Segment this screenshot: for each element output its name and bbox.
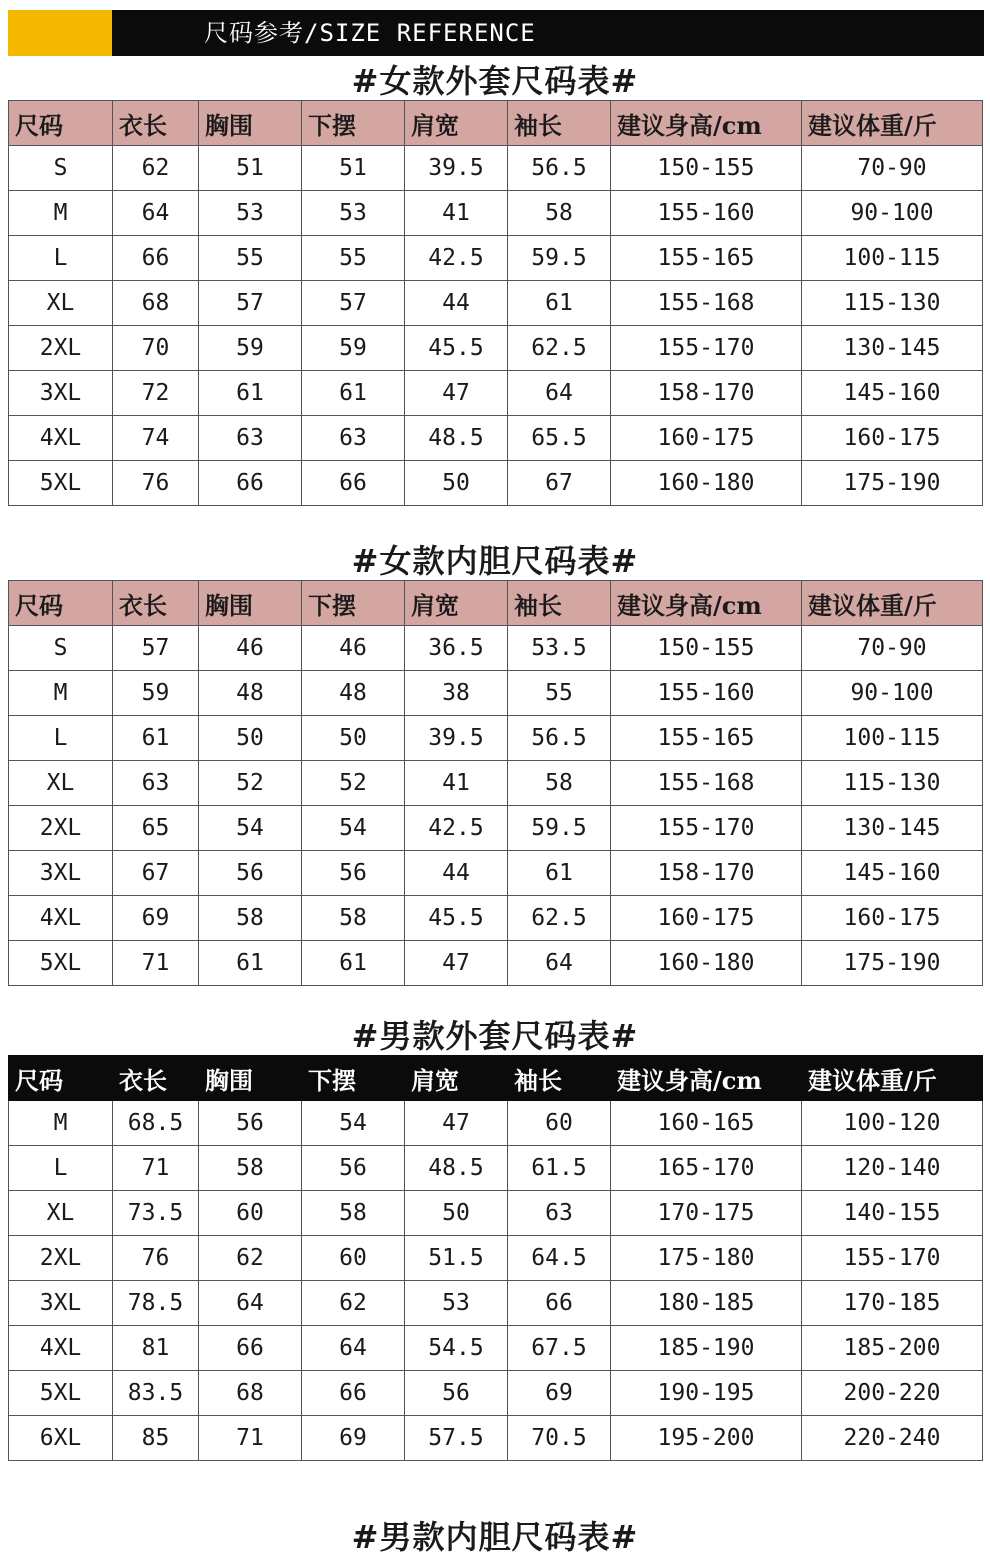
men-jacket-size-table bbox=[8, 1055, 983, 1461]
table-cell: 3XL bbox=[9, 851, 113, 896]
table-cell: 61 bbox=[302, 371, 405, 416]
table-cell: 115-130 bbox=[802, 761, 983, 806]
table-cell: 155-160 bbox=[611, 191, 802, 236]
table-cell: 39.5 bbox=[405, 146, 508, 191]
table-cell: 48 bbox=[199, 671, 302, 716]
table-cell: 67 bbox=[113, 851, 199, 896]
table-cell: S bbox=[9, 626, 113, 671]
table-cell: 155-168 bbox=[611, 281, 802, 326]
table-cell: 90-100 bbox=[802, 671, 983, 716]
table-cell: L bbox=[9, 1146, 113, 1191]
table-cell: 59 bbox=[113, 671, 199, 716]
table-cell: 158-170 bbox=[611, 371, 802, 416]
table-row bbox=[9, 1281, 983, 1326]
table-cell: M bbox=[9, 671, 113, 716]
table-cell: 160-180 bbox=[611, 461, 802, 506]
table-cell: 78.5 bbox=[113, 1281, 199, 1326]
table-title-women-jacket: #女款外套尺码表# bbox=[351, 62, 639, 100]
column-header: 胸围 bbox=[199, 101, 302, 146]
table-cell: 62.5 bbox=[508, 896, 611, 941]
table-cell: 5XL bbox=[9, 941, 113, 986]
table-cell: 66 bbox=[302, 461, 405, 506]
table-cell: 62 bbox=[199, 1236, 302, 1281]
table-cell: 74 bbox=[113, 416, 199, 461]
table-cell: 63 bbox=[113, 761, 199, 806]
table-cell: 60 bbox=[199, 1191, 302, 1236]
table-cell: 57 bbox=[199, 281, 302, 326]
column-header: 尺码 bbox=[9, 581, 113, 626]
table-cell: 150-155 bbox=[611, 626, 802, 671]
table-cell: 51 bbox=[199, 146, 302, 191]
header-row bbox=[9, 581, 983, 626]
table-cell: 62 bbox=[302, 1281, 405, 1326]
table-title-women-liner: #女款内胆尺码表# bbox=[351, 542, 639, 580]
table-row bbox=[9, 146, 983, 191]
table-cell: 195-200 bbox=[611, 1416, 802, 1461]
table-cell: 100-120 bbox=[802, 1101, 983, 1146]
table-cell: 61 bbox=[113, 716, 199, 761]
banner-text: 尺码参考/SIZE REFERENCE bbox=[204, 19, 536, 47]
table-cell: 51.5 bbox=[405, 1236, 508, 1281]
table-cell: 220-240 bbox=[802, 1416, 983, 1461]
table-cell: 158-170 bbox=[611, 851, 802, 896]
table-cell: 63 bbox=[508, 1191, 611, 1236]
table-cell: 64 bbox=[302, 1326, 405, 1371]
table-row bbox=[9, 941, 983, 986]
column-header: 建议身高/cm bbox=[611, 1056, 802, 1101]
table-cell: XL bbox=[9, 1191, 113, 1236]
table-cell: 50 bbox=[199, 716, 302, 761]
table-cell: 145-160 bbox=[802, 851, 983, 896]
table-cell: 53.5 bbox=[508, 626, 611, 671]
column-header: 肩宽 bbox=[405, 101, 508, 146]
table-row bbox=[9, 416, 983, 461]
table-cell: S bbox=[9, 146, 113, 191]
table-cell: 4XL bbox=[9, 1326, 113, 1371]
table-cell: 70.5 bbox=[508, 1416, 611, 1461]
table-cell: 44 bbox=[405, 281, 508, 326]
column-header: 肩宽 bbox=[405, 581, 508, 626]
table-cell: 65 bbox=[113, 806, 199, 851]
table-cell: 150-155 bbox=[611, 146, 802, 191]
table-cell: 47 bbox=[405, 371, 508, 416]
table-cell: 175-180 bbox=[611, 1236, 802, 1281]
banner-accent-block bbox=[8, 10, 112, 56]
table-cell: 67.5 bbox=[508, 1326, 611, 1371]
table-row bbox=[9, 281, 983, 326]
table-cell: 155-170 bbox=[802, 1236, 983, 1281]
table-row bbox=[9, 626, 983, 671]
table-cell: 160-175 bbox=[611, 896, 802, 941]
table-cell: 58 bbox=[199, 896, 302, 941]
table-cell: 71 bbox=[113, 941, 199, 986]
table-cell: 58 bbox=[508, 761, 611, 806]
table-cell: 64 bbox=[508, 371, 611, 416]
table-cell: 200-220 bbox=[802, 1371, 983, 1416]
table-cell: 180-185 bbox=[611, 1281, 802, 1326]
table-cell: 170-175 bbox=[611, 1191, 802, 1236]
table-cell: 175-190 bbox=[802, 461, 983, 506]
table-cell: 115-130 bbox=[802, 281, 983, 326]
table-row bbox=[9, 761, 983, 806]
table-cell: 62.5 bbox=[508, 326, 611, 371]
table-cell: 47 bbox=[405, 1101, 508, 1146]
column-header: 衣长 bbox=[113, 101, 199, 146]
table-cell: 76 bbox=[113, 1236, 199, 1281]
table-row bbox=[9, 1236, 983, 1281]
table-cell: 61 bbox=[199, 371, 302, 416]
table-cell: 61.5 bbox=[508, 1146, 611, 1191]
column-header: 建议身高/cm bbox=[611, 581, 802, 626]
table-cell: 63 bbox=[302, 416, 405, 461]
table-cell: 48.5 bbox=[405, 416, 508, 461]
table-row bbox=[9, 191, 983, 236]
table-cell: 65.5 bbox=[508, 416, 611, 461]
table-cell: 54 bbox=[302, 806, 405, 851]
table-cell: 44 bbox=[405, 851, 508, 896]
header-row bbox=[9, 101, 983, 146]
table-cell: 68.5 bbox=[113, 1101, 199, 1146]
table-cell: 4XL bbox=[9, 416, 113, 461]
table-cell: 56 bbox=[302, 851, 405, 896]
table-cell: 59.5 bbox=[508, 236, 611, 281]
column-header: 衣长 bbox=[113, 1056, 199, 1101]
table-cell: 48.5 bbox=[405, 1146, 508, 1191]
table-cell: 165-170 bbox=[611, 1146, 802, 1191]
table-cell: 53 bbox=[199, 191, 302, 236]
table-cell: XL bbox=[9, 281, 113, 326]
table-cell: 160-180 bbox=[611, 941, 802, 986]
table-cell: 52 bbox=[199, 761, 302, 806]
table-cell: 155-165 bbox=[611, 236, 802, 281]
table-cell: 2XL bbox=[9, 806, 113, 851]
table-cell: 51 bbox=[302, 146, 405, 191]
table-row bbox=[9, 671, 983, 716]
table-cell: 70-90 bbox=[802, 626, 983, 671]
table-cell: 175-190 bbox=[802, 941, 983, 986]
table-cell: 54 bbox=[302, 1101, 405, 1146]
table-cell: 55 bbox=[199, 236, 302, 281]
table-cell: 46 bbox=[302, 626, 405, 671]
table-cell: 47 bbox=[405, 941, 508, 986]
table-cell: 46 bbox=[199, 626, 302, 671]
table-cell: XL bbox=[9, 761, 113, 806]
table-cell: 50 bbox=[405, 461, 508, 506]
table-cell: 85 bbox=[113, 1416, 199, 1461]
table-cell: 56.5 bbox=[508, 716, 611, 761]
table-cell: 68 bbox=[199, 1371, 302, 1416]
table-cell: 66 bbox=[199, 461, 302, 506]
table-cell: 130-145 bbox=[802, 806, 983, 851]
table-cell: 54.5 bbox=[405, 1326, 508, 1371]
table-cell: 64 bbox=[508, 941, 611, 986]
table-cell: 60 bbox=[508, 1101, 611, 1146]
table-cell: 58 bbox=[199, 1146, 302, 1191]
table-cell: 155-170 bbox=[611, 806, 802, 851]
table-cell: 145-160 bbox=[802, 371, 983, 416]
table-cell: 56 bbox=[199, 1101, 302, 1146]
column-header: 建议身高/cm bbox=[611, 101, 802, 146]
table-row bbox=[9, 716, 983, 761]
table-cell: 72 bbox=[113, 371, 199, 416]
table-cell: 68 bbox=[113, 281, 199, 326]
table-cell: 155-165 bbox=[611, 716, 802, 761]
table-cell: 59 bbox=[302, 326, 405, 371]
table-cell: 58 bbox=[508, 191, 611, 236]
table-cell: 59.5 bbox=[508, 806, 611, 851]
table-cell: 100-115 bbox=[802, 236, 983, 281]
table-cell: 130-145 bbox=[802, 326, 983, 371]
table-cell: 140-155 bbox=[802, 1191, 983, 1236]
column-header: 衣长 bbox=[113, 581, 199, 626]
table-cell: 54 bbox=[199, 806, 302, 851]
table-row bbox=[9, 1101, 983, 1146]
table-cell: 64 bbox=[199, 1281, 302, 1326]
table-cell: 81 bbox=[113, 1326, 199, 1371]
table-cell: 6XL bbox=[9, 1416, 113, 1461]
table-cell: 60 bbox=[302, 1236, 405, 1281]
table-row bbox=[9, 851, 983, 896]
table-cell: 76 bbox=[113, 461, 199, 506]
column-header: 胸围 bbox=[199, 1056, 302, 1101]
table-cell: 45.5 bbox=[405, 896, 508, 941]
column-header: 下摆 bbox=[302, 581, 405, 626]
column-header: 袖长 bbox=[508, 101, 611, 146]
table-cell: 2XL bbox=[9, 326, 113, 371]
table-cell: 61 bbox=[302, 941, 405, 986]
column-header: 袖长 bbox=[508, 581, 611, 626]
table-cell: M bbox=[9, 1101, 113, 1146]
table-cell: 66 bbox=[508, 1281, 611, 1326]
table-row bbox=[9, 1191, 983, 1236]
table-cell: 38 bbox=[405, 671, 508, 716]
table-cell: M bbox=[9, 191, 113, 236]
table-row bbox=[9, 1371, 983, 1416]
column-header: 袖长 bbox=[508, 1056, 611, 1101]
table-row bbox=[9, 896, 983, 941]
table-cell: 66 bbox=[302, 1371, 405, 1416]
table-cell: 52 bbox=[302, 761, 405, 806]
table-cell: 2XL bbox=[9, 1236, 113, 1281]
table-row bbox=[9, 1416, 983, 1461]
table-cell: 57 bbox=[113, 626, 199, 671]
table-cell: 58 bbox=[302, 1191, 405, 1236]
table-cell: 42.5 bbox=[405, 806, 508, 851]
table-row bbox=[9, 1326, 983, 1371]
women-liner-size-table bbox=[8, 580, 983, 986]
table-cell: 48 bbox=[302, 671, 405, 716]
table-cell: 53 bbox=[405, 1281, 508, 1326]
table-cell: 69 bbox=[113, 896, 199, 941]
table-cell: 42.5 bbox=[405, 236, 508, 281]
women-jacket-size-table bbox=[8, 100, 983, 506]
table-cell: L bbox=[9, 716, 113, 761]
table-cell: 67 bbox=[508, 461, 611, 506]
table-cell: 185-200 bbox=[802, 1326, 983, 1371]
table-cell: 66 bbox=[113, 236, 199, 281]
table-cell: 39.5 bbox=[405, 716, 508, 761]
table-cell: 83.5 bbox=[113, 1371, 199, 1416]
column-header: 下摆 bbox=[302, 101, 405, 146]
column-header: 胸围 bbox=[199, 581, 302, 626]
table-cell: 50 bbox=[302, 716, 405, 761]
table-cell: 185-190 bbox=[611, 1326, 802, 1371]
table-cell: 57 bbox=[302, 281, 405, 326]
table-cell: 56 bbox=[405, 1371, 508, 1416]
table-row bbox=[9, 326, 983, 371]
table-cell: 69 bbox=[302, 1416, 405, 1461]
table-cell: 155-160 bbox=[611, 671, 802, 716]
header-row bbox=[9, 1056, 983, 1101]
table-cell: 53 bbox=[302, 191, 405, 236]
table-cell: 70 bbox=[113, 326, 199, 371]
column-header: 尺码 bbox=[9, 1056, 113, 1101]
column-header: 下摆 bbox=[302, 1056, 405, 1101]
column-header: 肩宽 bbox=[405, 1056, 508, 1101]
table-cell: 69 bbox=[508, 1371, 611, 1416]
table-cell: 59 bbox=[199, 326, 302, 371]
table-cell: 55 bbox=[302, 236, 405, 281]
table-cell: 41 bbox=[405, 761, 508, 806]
table-cell: 63 bbox=[199, 416, 302, 461]
table-cell: 64 bbox=[113, 191, 199, 236]
table-cell: 57.5 bbox=[405, 1416, 508, 1461]
table-cell: 58 bbox=[302, 896, 405, 941]
table-cell: 41 bbox=[405, 191, 508, 236]
table-cell: 62 bbox=[113, 146, 199, 191]
table-cell: 155-170 bbox=[611, 326, 802, 371]
table-cell: 50 bbox=[405, 1191, 508, 1236]
table-cell: 120-140 bbox=[802, 1146, 983, 1191]
table-row bbox=[9, 1146, 983, 1191]
table-title-men-jacket: #男款外套尺码表# bbox=[351, 1017, 639, 1055]
table-cell: 64.5 bbox=[508, 1236, 611, 1281]
column-header: 建议体重/斤 bbox=[802, 1056, 983, 1101]
table-cell: 3XL bbox=[9, 371, 113, 416]
table-cell: 61 bbox=[508, 851, 611, 896]
table-cell: 66 bbox=[199, 1326, 302, 1371]
table-row bbox=[9, 806, 983, 851]
table-cell: 73.5 bbox=[113, 1191, 199, 1236]
column-header: 建议体重/斤 bbox=[802, 101, 983, 146]
table-row bbox=[9, 371, 983, 416]
table-cell: 71 bbox=[199, 1416, 302, 1461]
table-cell: 5XL bbox=[9, 461, 113, 506]
table-cell: 56 bbox=[302, 1146, 405, 1191]
table-cell: 56.5 bbox=[508, 146, 611, 191]
table-cell: 160-165 bbox=[611, 1101, 802, 1146]
table-cell: 61 bbox=[199, 941, 302, 986]
table-cell: 61 bbox=[508, 281, 611, 326]
table-title-men-liner: #男款内胆尺码表# bbox=[351, 1518, 639, 1556]
table-cell: 90-100 bbox=[802, 191, 983, 236]
table-cell: 55 bbox=[508, 671, 611, 716]
column-header: 尺码 bbox=[9, 101, 113, 146]
table-cell: 45.5 bbox=[405, 326, 508, 371]
table-cell: 160-175 bbox=[802, 896, 983, 941]
table-cell: 36.5 bbox=[405, 626, 508, 671]
table-cell: 100-115 bbox=[802, 716, 983, 761]
table-cell: 170-185 bbox=[802, 1281, 983, 1326]
table-cell: 160-175 bbox=[611, 416, 802, 461]
table-cell: 190-195 bbox=[611, 1371, 802, 1416]
table-cell: 155-168 bbox=[611, 761, 802, 806]
table-cell: 56 bbox=[199, 851, 302, 896]
table-cell: L bbox=[9, 236, 113, 281]
column-header: 建议体重/斤 bbox=[802, 581, 983, 626]
table-row bbox=[9, 236, 983, 281]
size-reference-banner bbox=[8, 10, 984, 56]
table-cell: 70-90 bbox=[802, 146, 983, 191]
table-row bbox=[9, 461, 983, 506]
table-cell: 5XL bbox=[9, 1371, 113, 1416]
table-cell: 4XL bbox=[9, 896, 113, 941]
table-cell: 71 bbox=[113, 1146, 199, 1191]
table-cell: 3XL bbox=[9, 1281, 113, 1326]
table-cell: 160-175 bbox=[802, 416, 983, 461]
